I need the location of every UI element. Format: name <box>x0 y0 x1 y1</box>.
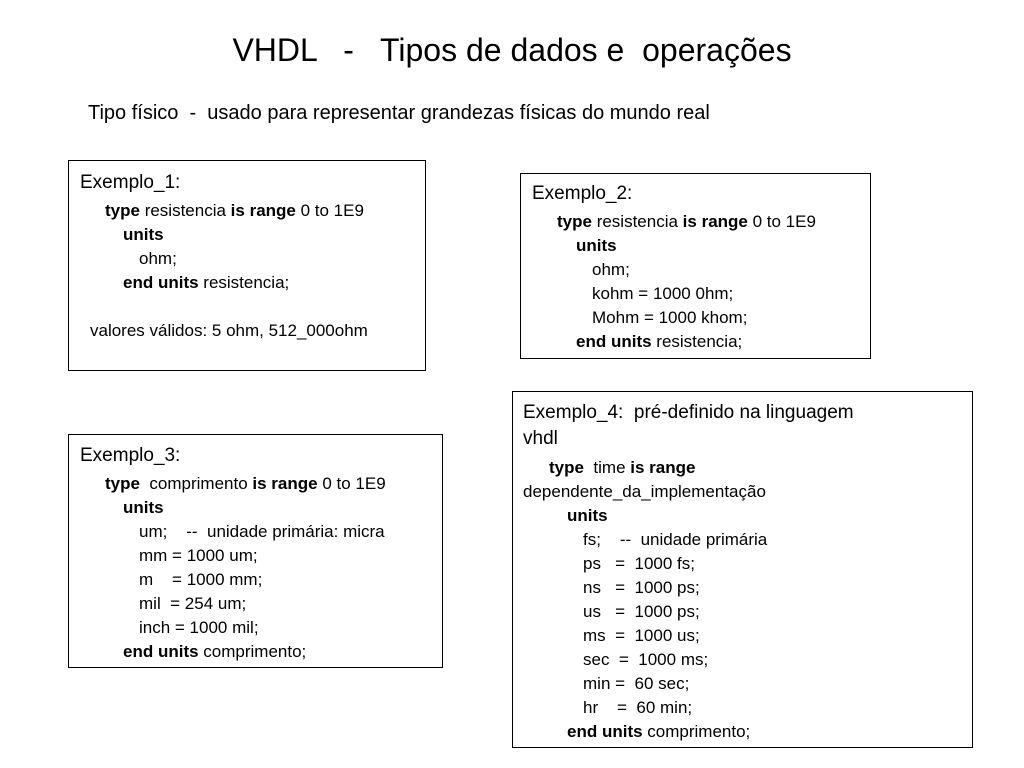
example-4-unit-min: min = 60 sec; <box>583 674 690 693</box>
keyword-type: type <box>557 212 592 231</box>
keyword-is-range: is range <box>630 458 696 477</box>
example-3-unit-um: um; -- unidade primária: micra <box>139 522 385 541</box>
example-1-valid-values: valores válidos: 5 ohm, 512_000ohm <box>90 321 368 340</box>
example-2-unit-kohm: kohm = 1000 0hm; <box>592 284 734 303</box>
keyword-end-units: end units <box>576 332 652 351</box>
example-3-box <box>68 434 443 668</box>
end-name: comprimento; <box>642 722 751 741</box>
keyword-type: type <box>105 201 140 220</box>
example-4-unit-sec: sec = 1000 ms; <box>583 650 709 669</box>
example-2-unit-mohm: Mohm = 1000 khom; <box>592 308 748 327</box>
example-1-box <box>68 160 426 371</box>
example-2-unit-ohm: ohm; <box>592 260 630 279</box>
type-name: resistencia <box>591 212 683 231</box>
example-4-unit-hr: hr = 60 min; <box>583 698 693 717</box>
example-2-units-keyword: units <box>576 236 617 255</box>
keyword-type: type <box>549 458 584 477</box>
example-3-unit-inch: inch = 1000 mil; <box>139 618 259 637</box>
example-4-unit-ps: ps = 1000 fs; <box>583 554 695 573</box>
keyword-is-range: is range <box>682 212 748 231</box>
example-1-type-line <box>105 201 364 221</box>
example-4-heading-line-2: vhdl <box>523 428 558 449</box>
example-4-unit-ns: ns = 1000 ps; <box>583 578 700 597</box>
example-4-unit-us: us = 1000 ps; <box>583 602 700 621</box>
example-4-box <box>512 391 973 748</box>
range-value: 0 to 1E9 <box>317 474 386 493</box>
example-4-type-line <box>549 458 695 478</box>
end-name: resistencia; <box>651 332 743 351</box>
type-name: resistencia <box>139 201 231 220</box>
example-3-heading: Exemplo_3: <box>80 445 181 466</box>
example-3-units-keyword: units <box>123 498 164 517</box>
example-1-end-units-line <box>123 273 289 293</box>
example-4-end-units-line <box>567 722 750 742</box>
example-4-heading-line-1: Exemplo_4: pré-definido na linguagem <box>523 402 854 423</box>
example-3-unit-mil: mil = 254 um; <box>139 594 247 613</box>
example-3-end-units-line <box>123 642 306 662</box>
example-1-unit-ohm: ohm; <box>139 249 177 268</box>
example-2-box <box>520 173 871 359</box>
range-value: 0 to 1E9 <box>295 201 364 220</box>
example-3-unit-mm: mm = 1000 um; <box>139 546 258 565</box>
example-1-units-keyword: units <box>123 225 164 244</box>
keyword-type: type <box>105 474 140 493</box>
example-4-range-dependent: dependente_da_implementação <box>523 482 766 501</box>
example-1-heading: Exemplo_1: <box>80 172 181 193</box>
range-value: 0 to 1E9 <box>747 212 816 231</box>
keyword-end-units: end units <box>123 273 199 292</box>
example-4-unit-ms: ms = 1000 us; <box>583 626 700 645</box>
keyword-is-range: is range <box>252 474 318 493</box>
example-4-units-keyword: units <box>567 506 608 525</box>
type-name: time <box>583 458 631 477</box>
example-2-heading: Exemplo_2: <box>532 183 633 204</box>
keyword-end-units: end units <box>123 642 199 661</box>
example-3-unit-m: m = 1000 mm; <box>139 570 263 589</box>
page-subtitle: Tipo físico - usado para representar grandezas físicas do mundo real <box>88 102 710 124</box>
page-title: VHDL - Tipos de dados e operações <box>232 32 792 68</box>
end-name: comprimento; <box>198 642 307 661</box>
keyword-is-range: is range <box>230 201 296 220</box>
example-3-type-line <box>105 474 386 494</box>
keyword-end-units: end units <box>567 722 643 741</box>
example-2-type-line <box>557 212 816 232</box>
example-2-end-units-line <box>576 332 742 352</box>
end-name: resistencia; <box>198 273 290 292</box>
type-name: comprimento <box>139 474 253 493</box>
example-4-unit-fs: fs; -- unidade primária <box>583 530 768 549</box>
